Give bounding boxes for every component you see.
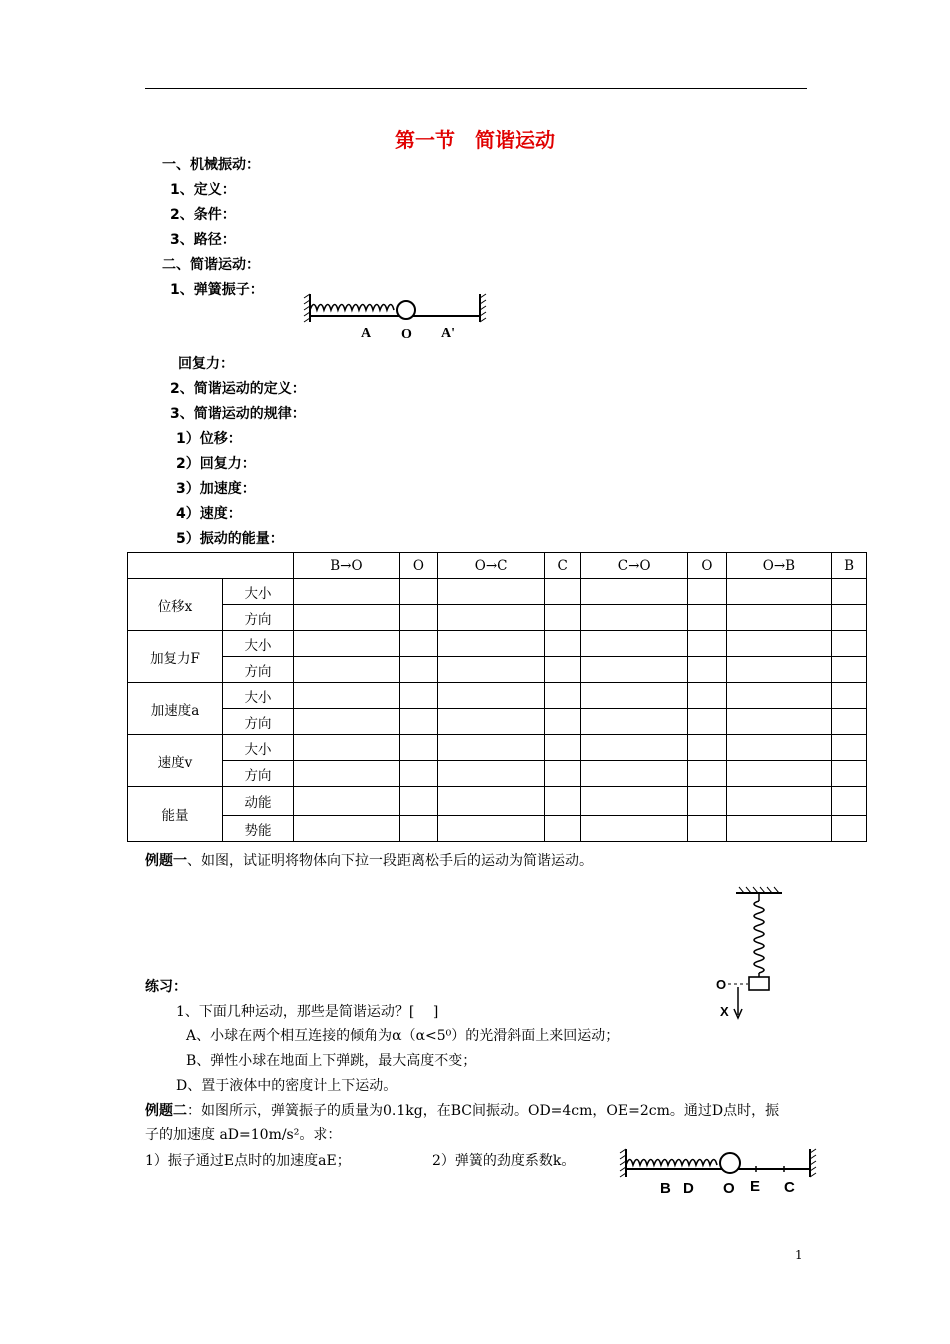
- option-d: D、置于液体中的密度计上下运动。: [176, 1078, 398, 1094]
- label-d: D: [683, 1180, 694, 1197]
- vertical-spring-figure: [712, 885, 792, 1023]
- item-shm-laws: 3、简谐运动的规律：: [170, 406, 306, 422]
- example-2-head: 例题二: [145, 1103, 187, 1119]
- row-sublabel: 大小: [223, 735, 294, 761]
- table-row: [128, 579, 867, 605]
- item-spring-oscillator: 1、弹簧振子：: [170, 282, 264, 298]
- table-header-row: [128, 553, 867, 579]
- section-1-heading: 一、机械振动：: [162, 157, 260, 173]
- row-label: 加速度a: [128, 683, 223, 735]
- practice-question-1: 1、下面几种运动，那些是简谐运动？[ ]: [176, 1004, 439, 1020]
- table-row: [128, 787, 867, 816]
- example-2-line-1: [145, 1100, 779, 1120]
- example-2-question-1: 1）振子通过E点时的加速度aE；: [145, 1153, 351, 1169]
- label-a-prime: A': [441, 326, 455, 341]
- row-sublabel: 方向: [223, 761, 294, 787]
- page-title: 第一节 简谐运动: [395, 128, 555, 152]
- table-row: [128, 631, 867, 657]
- table-row: [128, 683, 867, 709]
- option-b: B、弹性小球在地面上下弹跳，最大高度不变；: [186, 1053, 477, 1069]
- label-b: B: [660, 1180, 671, 1197]
- row-label: 位移x: [128, 579, 223, 631]
- label-o: O: [401, 327, 412, 342]
- law-restoring-force: 2）回复力：: [176, 456, 256, 472]
- label-a: A: [361, 326, 372, 341]
- label-e: E: [750, 1178, 761, 1195]
- page-number: 1: [795, 1248, 803, 1262]
- example-1-text: 、如图，试证明将物体向下拉一段距离松手后的运动为简谐运动。: [187, 853, 593, 869]
- table-row: [128, 761, 867, 787]
- practice-heading: 练习：: [145, 979, 187, 995]
- table-header: B: [832, 553, 867, 579]
- law-velocity: 4）速度：: [176, 506, 242, 522]
- table-corner-cell: [128, 553, 294, 579]
- table-header: O: [688, 553, 726, 579]
- option-a: A、小球在两个相互连接的倾角为α（α<5⁰）的光滑斜面上来回运动；: [186, 1028, 620, 1044]
- item-condition: 2、条件：: [170, 207, 236, 223]
- label-c: C: [784, 1179, 795, 1196]
- row-sublabel: 方向: [223, 605, 294, 631]
- item-shm-definition: 2、简谐运动的定义：: [170, 381, 306, 397]
- item-definition: 1、定义：: [170, 182, 236, 198]
- shm-table: [127, 552, 867, 842]
- horizontal-spring-figure: [618, 1145, 818, 1197]
- row-label: 加复力F: [128, 631, 223, 683]
- example-1-head: 例题一: [145, 853, 187, 869]
- header-rule: [145, 88, 807, 89]
- row-sublabel: 动能: [223, 787, 294, 816]
- law-acceleration: 3）加速度：: [176, 481, 256, 497]
- label-x: X: [720, 1004, 729, 1019]
- label-o: O: [716, 977, 727, 992]
- row-label: 速度v: [128, 735, 223, 787]
- row-label: 能量: [128, 787, 223, 842]
- law-energy: 5）振动的能量：: [176, 531, 284, 547]
- table-row: [128, 709, 867, 735]
- table-row: [128, 816, 867, 842]
- item-path: 3、路径：: [170, 232, 236, 248]
- table-row: [128, 735, 867, 761]
- example-2-text: ：如图所示，弹簧振子的质量为0.1kg，在BC间振动。OD=4cm，OE=2cm。通过D点时，振: [187, 1103, 780, 1119]
- row-sublabel: 大小: [223, 579, 294, 605]
- table-row: [128, 605, 867, 631]
- table-header: C→O: [581, 553, 688, 579]
- example-1: [145, 850, 593, 870]
- table-row: [128, 657, 867, 683]
- table-header: O→C: [438, 553, 545, 579]
- section-2-heading: 二、简谐运动：: [162, 257, 260, 273]
- row-sublabel: 大小: [223, 631, 294, 657]
- spring-oscillator-figure: [300, 290, 492, 342]
- item-restoring-force: 回复力：: [178, 356, 234, 372]
- table-header: B→O: [294, 553, 400, 579]
- example-2-question-2: 2）弹簧的劲度系数k。: [432, 1153, 576, 1169]
- row-sublabel: 方向: [223, 657, 294, 683]
- table-header: O→B: [726, 553, 832, 579]
- example-2-line-2: 子的加速度 aD=10m/s²。求：: [145, 1127, 342, 1143]
- row-sublabel: 势能: [223, 816, 294, 842]
- law-displacement: 1）位移：: [176, 431, 242, 447]
- row-sublabel: 方向: [223, 709, 294, 735]
- row-sublabel: 大小: [223, 683, 294, 709]
- table-header: C: [545, 553, 581, 579]
- label-o: O: [723, 1180, 735, 1197]
- table-header: O: [399, 553, 437, 579]
